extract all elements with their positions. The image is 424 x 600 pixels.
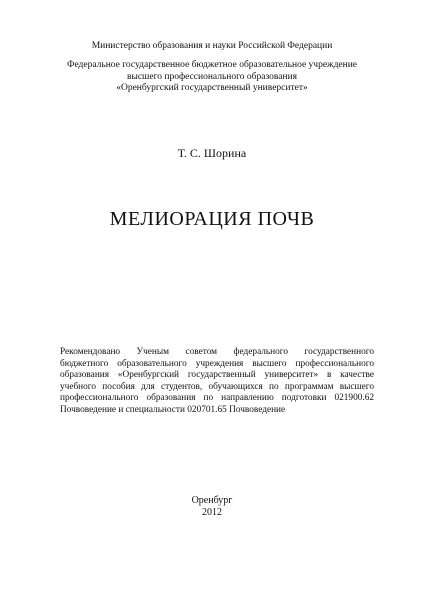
recommendation-line: бюджетного образовательного учреждения высшего профессионального xyxy=(60,358,374,369)
institution-line: высшего профессионального образования xyxy=(126,71,298,82)
author-name: Т. С. Шорина xyxy=(177,146,247,160)
recommendation-line: профессионального образования по направлению подготовки 021900.62 xyxy=(60,393,374,403)
recommendation-text xyxy=(60,347,374,416)
recommendation-line: Почвоведение и специальности 020701.65 Почвоведение xyxy=(60,404,286,415)
publication-year: 2012 xyxy=(202,507,222,518)
recommendation-line: учебного пособия для студентов, обучающихся по программам высшего xyxy=(60,381,374,392)
institution-line: Федеральное государственное бюджетное образовательное учреждение xyxy=(66,60,358,70)
recommendation-line: Рекомендовано Ученым советом федерального государственного xyxy=(60,347,374,357)
publication-city: Оренбург xyxy=(191,495,233,506)
recommendation-line: образования «Оренбургский государственный университет» в качестве xyxy=(60,370,374,380)
ministry-name: Министерство образования и науки Российской Федерации xyxy=(91,41,333,51)
institution-line: «Оренбургский государственный университет» xyxy=(116,83,308,93)
institution-name xyxy=(0,60,424,95)
book-title: МЕЛИОРАЦИЯ ПОЧВ xyxy=(109,208,315,230)
